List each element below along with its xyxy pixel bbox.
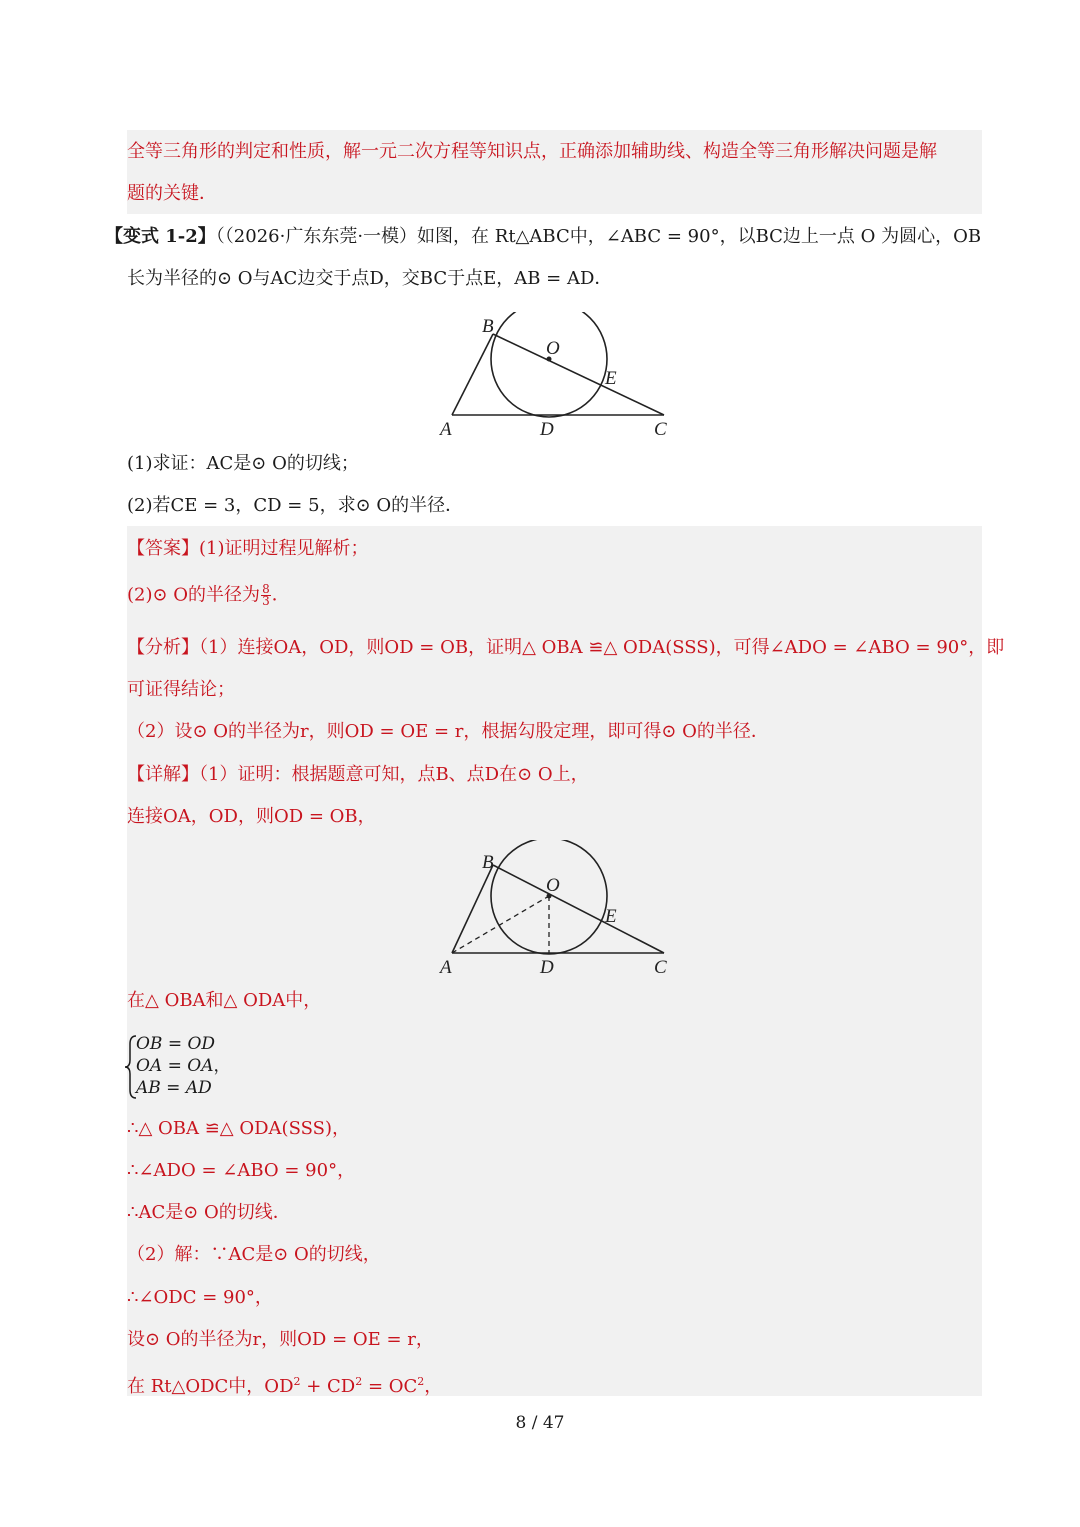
label-b: B bbox=[482, 316, 494, 337]
answer-fraction bbox=[261, 584, 271, 607]
equation-2-comma: ， bbox=[213, 1056, 231, 1076]
problem-label: 【变式 1-2】 bbox=[105, 226, 216, 247]
solution-line-6: ∴AC是⊙ O的切线． bbox=[127, 1202, 291, 1223]
eq-part-2: + CD bbox=[300, 1376, 356, 1397]
label-o: O bbox=[546, 338, 560, 359]
problem-line-1 bbox=[105, 226, 981, 248]
solution-line-5: ∴∠ADO = ∠ABO = 90°， bbox=[127, 1160, 356, 1181]
label-e-2: E bbox=[605, 906, 617, 927]
label-d: D bbox=[540, 419, 554, 440]
circle-o bbox=[491, 312, 607, 417]
problem-text-1: （（2026·广东东莞·一模）如图，在 Rt△ABC中，∠ABC = 90°，以BC边上一点 O 为圆心，OB bbox=[215, 226, 982, 247]
answer-line-2 bbox=[127, 584, 290, 607]
label-b-2: B bbox=[482, 852, 494, 873]
solution-line-7: （2）解：∵AC是⊙ O的切线， bbox=[127, 1244, 381, 1265]
segment-bc-2 bbox=[493, 865, 664, 953]
analysis-line-1: 【分析】（1）连接OA，OD，则OD = OB，证明△ OBA ≌△ ODA(SSS)，可得∠ADO = ∠ABO = 90°，即 bbox=[127, 637, 1005, 658]
solution-line-9: 设⊙ O的半径为r，则OD = OE = r， bbox=[127, 1329, 434, 1350]
answer-2-text: (2)⊙ O的半径为 bbox=[127, 584, 261, 606]
analysis-line-3: （2）设⊙ O的半径为r，则OD = OE = r，根据勾股定理，即可得⊙ O的半径． bbox=[127, 721, 769, 742]
solution-line-2: 连接OA，OD，则OD = OB， bbox=[127, 806, 376, 827]
question-2: (2)若CE = 3，CD = 5，求⊙ O的半径． bbox=[127, 495, 464, 516]
label-d-2: D bbox=[540, 957, 554, 978]
eq-exp-3: 2 bbox=[417, 1375, 425, 1388]
intro-line-2: 题的关键． bbox=[127, 183, 217, 204]
solution-line-8: ∴∠ODC = 90°， bbox=[127, 1287, 273, 1308]
fraction-numerator: 8 bbox=[262, 582, 270, 596]
equation-2 bbox=[136, 1055, 230, 1077]
label-c-2: C bbox=[654, 957, 667, 978]
intro-line-1: 全等三角形的判定和性质，解一元二次方程等知识点，正确添加辅助线、构造全等三角形解决问题是解 bbox=[127, 141, 937, 162]
solution-line-3: 在△ OBA和△ ODA中， bbox=[127, 990, 322, 1011]
eq-exp-1: 2 bbox=[293, 1375, 301, 1388]
label-a-2: A bbox=[440, 957, 452, 978]
equation-2-text: OA = OA bbox=[136, 1056, 214, 1076]
solution-line-4: ∴△ OBA ≌△ ODA(SSS)， bbox=[127, 1118, 350, 1139]
answer-2-end: ． bbox=[271, 584, 290, 606]
segment-bc bbox=[493, 334, 664, 415]
equation-1: OB = OD bbox=[136, 1034, 216, 1054]
eq-part-1: 在 Rt△ODC中，OD bbox=[127, 1376, 294, 1397]
answer-line-1: 【答案】(1)证明过程见解析； bbox=[127, 538, 369, 559]
analysis-line-2: 可证得结论； bbox=[127, 679, 235, 700]
solution-line-1: 【详解】（1）证明：根据题意可知，点B、点D在⊙ O上， bbox=[127, 764, 589, 785]
label-e: E bbox=[605, 368, 617, 389]
segment-ab-2 bbox=[452, 865, 493, 953]
fraction-denominator: 3 bbox=[262, 594, 270, 608]
segment-ab bbox=[452, 334, 493, 415]
eq-part-4: ， bbox=[424, 1376, 443, 1397]
solution-line-10 bbox=[127, 1371, 442, 1398]
equation-3: AB = AD bbox=[136, 1078, 212, 1098]
eq-part-3: = OC bbox=[362, 1376, 418, 1397]
page-number: 8 / 47 bbox=[515, 1413, 565, 1433]
geometry-figure-2 bbox=[432, 840, 692, 980]
label-o-2: O bbox=[546, 875, 560, 896]
geometry-figure-1 bbox=[432, 312, 692, 442]
eq-exp-2: 2 bbox=[355, 1375, 363, 1388]
label-c: C bbox=[654, 419, 667, 440]
problem-line-2: 长为半径的⊙ O与AC边交于点D，交BC于点E，AB = AD． bbox=[127, 268, 613, 289]
label-a: A bbox=[440, 419, 452, 440]
dashed-oa bbox=[452, 896, 549, 953]
question-1: (1)求证：AC是⊙ O的切线； bbox=[127, 453, 359, 474]
